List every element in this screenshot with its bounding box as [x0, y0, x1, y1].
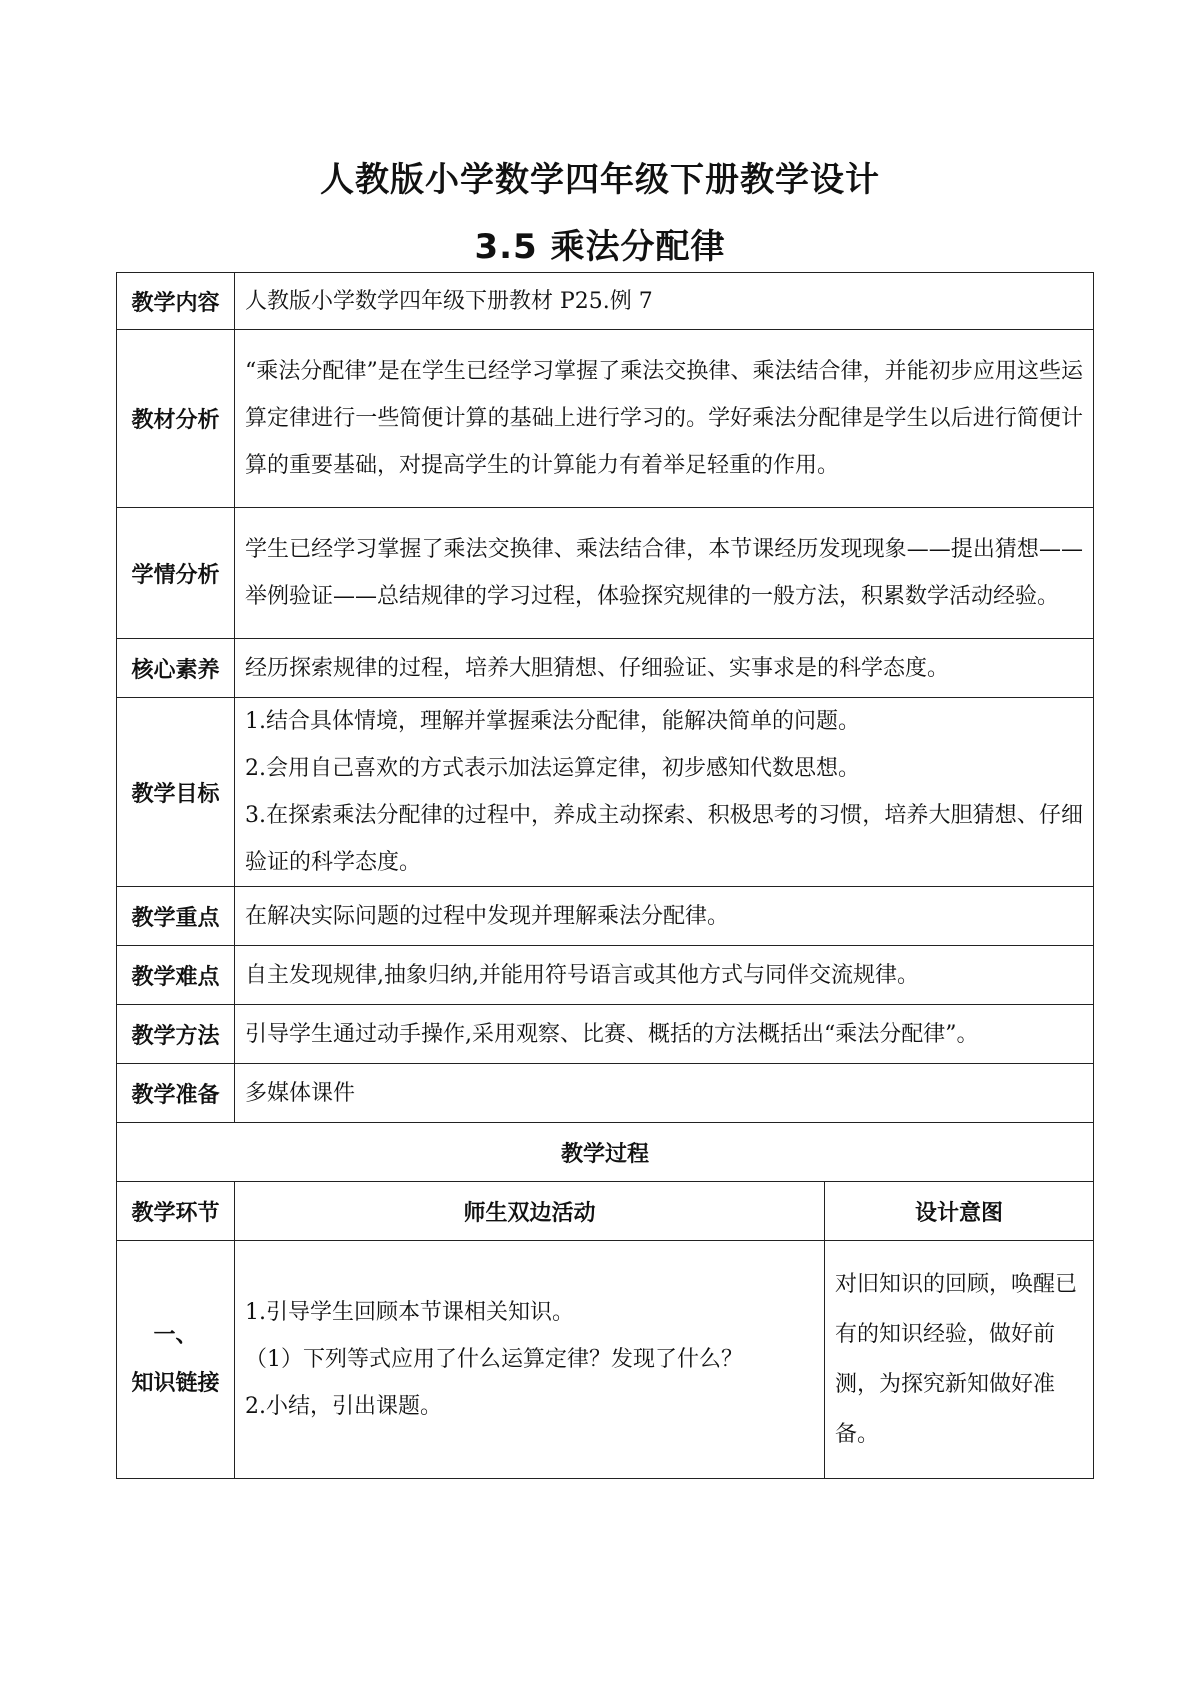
- table-row: [117, 330, 1094, 508]
- table-row: [117, 887, 1094, 946]
- process-columns-row: [117, 1182, 1094, 1241]
- table-row: [117, 1005, 1094, 1064]
- content-paragraph: 引导学生通过动手操作,采用观察、比赛、概括的方法概括出“乘法分配律”。: [245, 1021, 979, 1047]
- activity-item: （1）下列等式应用了什么运算定律？发现了什么？: [245, 1347, 743, 1372]
- column-header: 师生双边活动: [235, 1182, 825, 1241]
- lesson-title: 3.5 乘法分配律: [474, 227, 726, 267]
- row-content: [235, 1005, 1094, 1064]
- stage-cell: [117, 1241, 235, 1479]
- row-content: [235, 330, 1094, 508]
- stage-number: 一、: [153, 1322, 198, 1348]
- row-label: 教学准备: [117, 1064, 235, 1123]
- row-label: 教学方法: [117, 1005, 235, 1064]
- column-header: 设计意图: [825, 1182, 1094, 1241]
- row-label: 学情分析: [117, 508, 235, 639]
- row-content: [235, 1064, 1094, 1123]
- table-row: [117, 639, 1094, 698]
- content-paragraph: 多媒体课件: [245, 1080, 356, 1106]
- row-content: [235, 273, 1094, 330]
- content-paragraph: 3.在探索乘法分配律的过程中，养成主动探索、积极思考的习惯，培养大胆猜想、仔细验证的科学态度。: [245, 803, 1083, 875]
- table-row: [117, 273, 1094, 330]
- content-paragraph: 1.结合具体情境，理解并掌握乘法分配律，能解决简单的问题。: [245, 709, 860, 734]
- process-header: 教学过程: [117, 1123, 1094, 1182]
- activity-item: 1.引导学生回顾本节课相关知识。: [245, 1300, 574, 1325]
- content-paragraph: 学生已经学习掌握了乘法交换律、乘法结合律，本节课经历发现现象——提出猜想——举例验证——总结规律的学习过程，体验探究规律的一般方法，积累数学活动经验。: [245, 537, 1083, 609]
- row-label: 教学目标: [117, 698, 235, 887]
- table-row: [117, 698, 1094, 887]
- lesson-plan-table: [116, 272, 1094, 1479]
- content-paragraph: 人教版小学数学四年级下册教材 P25.例 7: [245, 288, 653, 314]
- row-label: 教材分析: [117, 330, 235, 508]
- content-paragraph: 自主发现规律,抽象归纳,并能用符号语言或其他方式与同伴交流规律。: [245, 962, 919, 988]
- row-label: 教学难点: [117, 946, 235, 1005]
- row-content: [235, 698, 1094, 887]
- row-label: 教学内容: [117, 273, 235, 330]
- activities-cell: [235, 1241, 825, 1479]
- column-header: 教学环节: [117, 1182, 235, 1241]
- activity-item: 2.小结，引出课题。: [245, 1394, 442, 1419]
- content-paragraph: “乘法分配律”是在学生已经学习掌握了乘法交换律、乘法结合律，并能初步应用这些运算定律进行一些简便计算的基础上进行学习的。学好乘法分配律是学生以后进行简便计算的重要基础，对提高学生的计算能力有着举足轻重的作用。: [245, 359, 1083, 478]
- table-row: [117, 946, 1094, 1005]
- row-content: [235, 508, 1094, 639]
- row-label: 核心素养: [117, 639, 235, 698]
- content-paragraph: 2.会用自己喜欢的方式表示加法运算定律，初步感知代数思想。: [245, 756, 860, 781]
- design-intent-cell: 对旧知识的回顾，唤醒已有的知识经验，做好前测，为探究新知做好准备。: [825, 1241, 1094, 1479]
- table-row: [117, 1064, 1094, 1123]
- row-label: 教学重点: [117, 887, 235, 946]
- stage-name: 知识链接: [131, 1370, 220, 1396]
- row-content: [235, 946, 1094, 1005]
- process-header-row: [117, 1123, 1094, 1182]
- process-row: [117, 1241, 1094, 1479]
- content-paragraph: 经历探索规律的过程，培养大胆猜想、仔细验证、实事求是的科学态度。: [245, 655, 950, 681]
- row-content: [235, 887, 1094, 946]
- row-content: [235, 639, 1094, 698]
- table-row: [117, 508, 1094, 639]
- content-paragraph: 在解决实际问题的过程中发现并理解乘法分配律。: [245, 903, 730, 929]
- document-title: 人教版小学数学四年级下册教学设计: [320, 160, 880, 200]
